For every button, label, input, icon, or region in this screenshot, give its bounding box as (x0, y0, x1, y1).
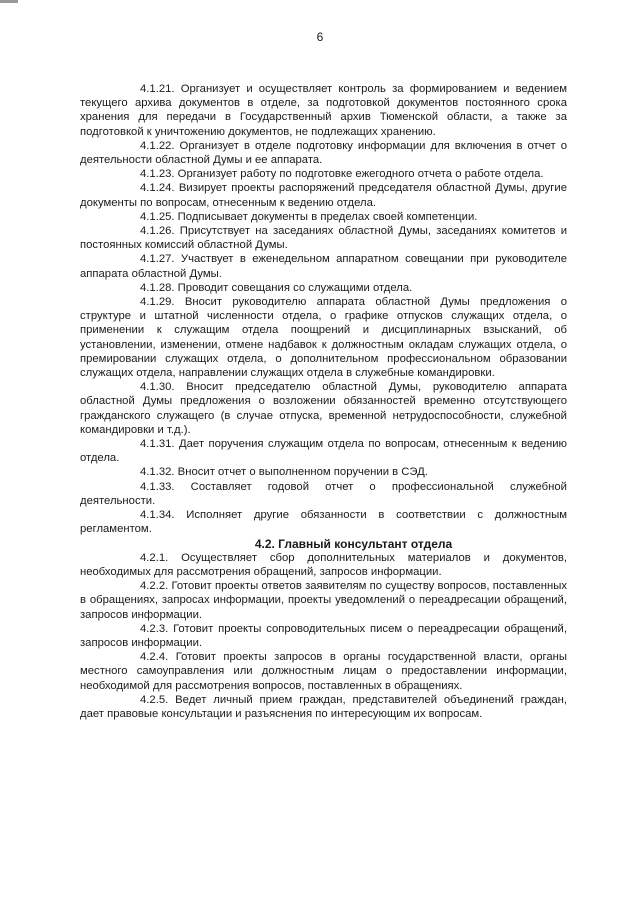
paragraph-4-1-22: 4.1.22. Организует в отделе подготовку информации для включения в отчет о деятельности областной Думы и ее аппарата. (80, 139, 567, 167)
paragraph-4-1-31: 4.1.31. Дает поручения служащим отдела по вопросам, отнесенным к ведению отдела. (80, 438, 567, 465)
paragraph-4-1-26: 4.1.26. Присутствует на заседаниях областной Думы, заседаниях комитетов и постоянных комиссий областной Думы. (80, 225, 567, 252)
paragraph-4-2-5: 4.2.5. Ведет личный прием граждан, представителей объединений граждан, дает правовые консультации и разъяснения по интересующим их вопросам. (80, 693, 567, 720)
document-body (80, 82, 567, 721)
paragraph-4-1-28: 4.1.28. Проводит совещания со служащими отдела. (140, 281, 413, 294)
paragraph-4-2-4: 4.2.4. Готовит проекты запросов в органы государственной власти, органы местного самоуправления или должностным лицам о предоставлении информации, необходимой для рассмотрения вопросов, поставленных в обращениях. (80, 651, 567, 692)
paragraph-4-1-24: 4.1.24. Визирует проекты распоряжений председателя областной Думы, другие документы по вопросам, отнесенным к ведению отдела. (80, 182, 567, 209)
paragraph-4-1-29: 4.1.29. Вносит руководителю аппарата областной Думы предложения о структуре и штатной численности отдела, о графике отпусков служащих отдела, о применении к служащим отдела поощрений и дисциплинарных взысканий, об установлении, изменении, отмене надбавок к должностным окладам служащих отдела, о премировании служащих отдела, о дополнительном профессиональном образовании служащих отдела, направлении служащих отдела в служебные командировки. (80, 296, 567, 380)
scan-edge-mark (0, 0, 18, 3)
paragraph-4-1-27: 4.1.27. Участвует в еженедельном аппаратном совещании при руководителе аппарата областной Думы. (80, 253, 567, 280)
paragraph-4-1-21: 4.1.21. Организует и осуществляет контроль за формированием и ведением текущего архива документов в отделе, за подготовкой документов постоянного срока хранения для передачи в Государственный архив Тюменской области, а также за подготовкой к уничтожению документов, не подлежащих хранению. (80, 83, 567, 138)
paragraph-4-1-33: 4.1.33. Составляет годовой отчет о профессиональной служебной деятельности. (80, 480, 567, 507)
section-title-4-2: 4.2. Главный консультант отдела (254, 536, 453, 551)
paragraph-4-2-1: 4.2.1. Осуществляет сбор дополнительных материалов и документов, необходимых для рассмотрения обращений, запросов информации. (80, 551, 567, 578)
paragraph-4-2-3: 4.2.3. Готовит проекты сопроводительных писем о переадресации обращений, запросов информации. (80, 622, 567, 649)
paragraph-4-1-32: 4.1.32. Вносит отчет о выполненном поручении в СЭД. (140, 466, 428, 479)
paragraph-4-1-34: 4.1.34. Исполняет другие обязанности в соответствии с должностным регламентом. (80, 509, 567, 536)
page-number: 6 (316, 30, 324, 44)
paragraph-4-1-30: 4.1.30. Вносит председателю областной Думы, руководителю аппарата областной Думы предложения о возложении обязанностей временно отсутствующего гражданского служащего (в случае отпуска, временной нетрудоспособности, служебной командировки и т.д.). (80, 381, 567, 436)
paragraph-4-1-25: 4.1.25. Подписывает документы в пределах своей компетенции. (140, 210, 478, 223)
paragraph-4-2-2: 4.2.2. Готовит проекты ответов заявителям по существу вопросов, поставленных в обращениях, запросах информации, проекты уведомлений о переадресации обращений, запросов информации. (80, 580, 567, 621)
paragraph-4-1-23: 4.1.23. Организует работу по подготовке ежегодного отчета о работе отдела. (140, 168, 544, 181)
